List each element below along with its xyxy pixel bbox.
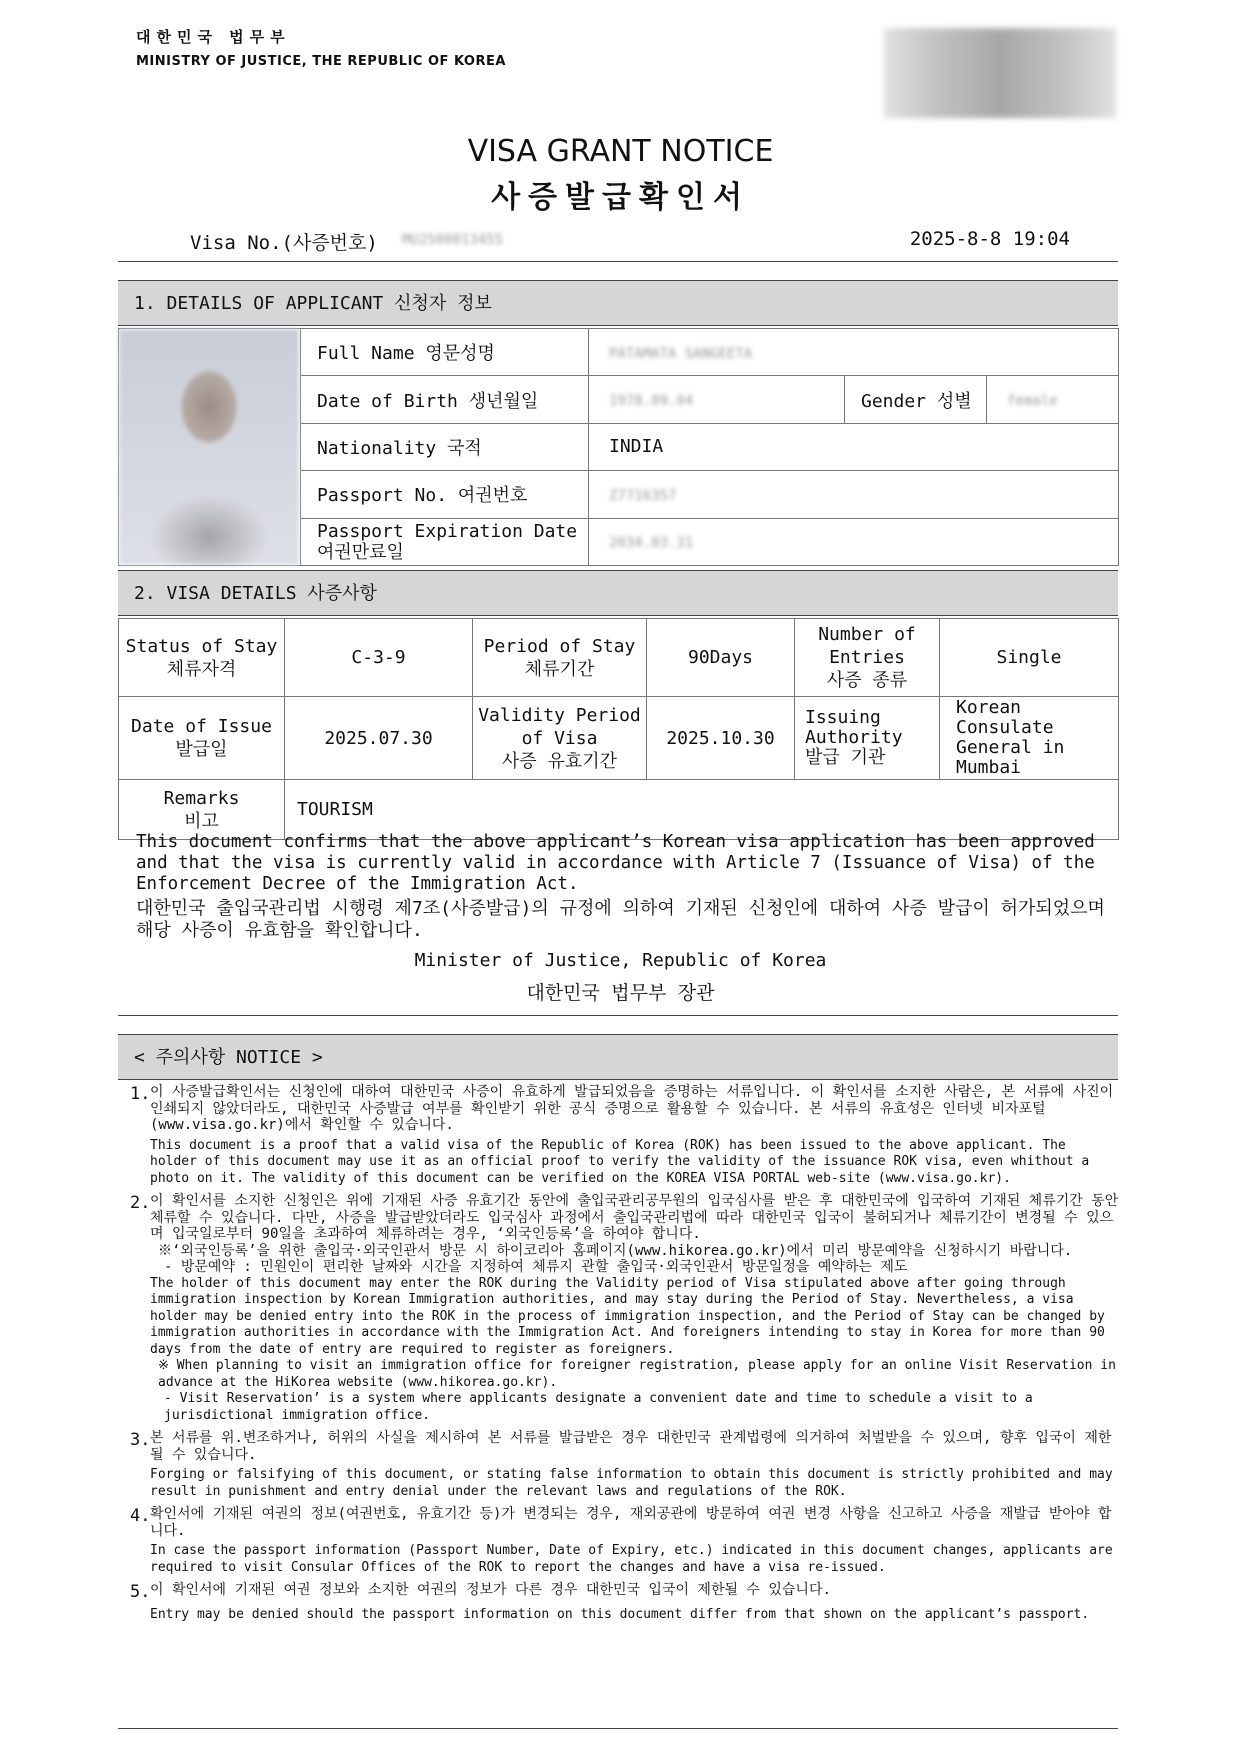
passport-number-value: Z7716357 (609, 487, 677, 504)
signer-en: Minister of Justice, Republic of Korea (414, 950, 827, 971)
validity-period-value: 2025.10.30 (647, 697, 795, 780)
status-of-stay-value: C-3-9 (285, 619, 473, 697)
applicant-details-table (118, 328, 1119, 566)
issue-datetime: 2025-8-8 19:04 (909, 228, 1070, 250)
full-name-label: Full Name 영문성명 (301, 329, 589, 376)
visa-number-label: Visa No.(사증번호) (190, 232, 378, 254)
notice-list (130, 1084, 1120, 1623)
remarks-label: Remarks 비고 (119, 780, 285, 840)
notice-heading: < 주의사항 NOTICE > (118, 1034, 1118, 1080)
nationality-label: Nationality 국적 (301, 423, 589, 470)
period-of-stay-label: Period of Stay 체류기간 (473, 619, 647, 697)
divider (118, 1728, 1118, 1729)
date-of-issue-label: Date of Issue 발급일 (119, 697, 285, 780)
notice-item-2: 2. 이 확인서를 소지한 신청인은 위에 기재된 사증 유효기간 동안에 출입국관리공무원의 입국심사를 받은 후 대한민국에 입국하여 기재된 체류기간 동안 체류할 수 있습니다. 다만, 사증을 발급받았더라도 입국심사 과정에서 출입국관리법에 따라 대한민국 입국이 불허되거나 체류기간이 변경될 수 있으며 입국일로부터 90일을 초과하여 체류하려는 경우, ‘외국인등록’을 하여야 합니다. ※‘외국인등록’을 위한 출입국·외국인관서 방문 시 하이코리아 홈페이지(www.hikorea.go.kr)에서 미리 방문예약을 신청하시기 바랍니다. - 방문예약 : 민원인이 편리한 날짜와 시간을 지정하여 체류지 관할 출입국·외국인관서 방문일정을 예약하는 제도 The holder of this document may enter the ROK during the Validity period of Visa stipulated above after going through immigration inspection by Korean Immigration authorities, and may stay during the Period of Stay. Nevertheless, a visa holder may be denied entry into the ROK in the process of immigration inspection, and the Period of Stay can be changed by immigration authorities in accordance with the Immigration Act. And foreigners intending to stay in Korea for more than 90 days from the date of entry are required to register as foreigners. ※ When planning to visit an immigration office for foreigner registration, please apply for an online Visit Reservation in advance at the HiKorea website (www.hikorea.go.kr). - Visit Reservation’ is a system where applicants designate a convenient date and time to schedule a visit to a jurisdictional immigration office. (130, 1193, 1119, 1423)
barcode-image (884, 28, 1116, 118)
dob-label: Date of Birth 생년월일 (301, 376, 589, 423)
confirmation-text-ko: 대한민국 출입국관리법 시행령 제7조(사증발급)의 규정에 의하여 기재된 신청인에 대하여 사증 발급이 허가되었으며 해당 사증이 유효함을 확인합니다. (136, 898, 1105, 941)
date-of-issue-value: 2025.07.30 (285, 697, 473, 780)
notice-item-5: 5. 이 확인서에 기재된 여권 정보와 소지한 여권의 정보가 다른 경우 대한민국 입국이 제한될 수 있습니다. Entry may be denied should the passport information on this document differ from that shown on the applicant’s passport. (130, 1582, 1090, 1622)
section-heading-applicant: 1. DETAILS OF APPLICANT 신청자 정보 (118, 280, 1118, 326)
status-of-stay-label: Status of Stay 체류자격 (119, 619, 285, 697)
number-of-entries-value: Single (940, 619, 1119, 697)
visa-details-table (118, 618, 1119, 840)
gender-label: Gender 성별 (845, 376, 987, 423)
period-of-stay-value: 90Days (647, 619, 795, 697)
passport-expiry-value: 2034.03.31 (609, 535, 694, 552)
document-title-en: VISA GRANT NOTICE (467, 134, 774, 169)
nationality-value: INDIA (589, 423, 1119, 470)
divider (118, 1015, 1118, 1016)
visa-number-value: MU2500013455 (402, 232, 504, 248)
notice-item-3: 3. 본 서류를 위.변조하거나, 허위의 사실을 제시하여 본 서류를 발급받은 경우 대한민국 관계법령에 의거하여 처벌받을 수 있으며, 향후 입국이 제한될 수 있습니다. Forging or falsifying of this document, or stating false information to obtain this document is strictly prohibited and may result in punishment and entry denial under the relevant laws and regulations of the ROK. (130, 1430, 1113, 1499)
notice-item-1: 1. 이 사증발급확인서는 신청인에 대하여 대한민국 사증이 유효하게 발급되었음을 증명하는 서류입니다. 이 확인서를 소지한 사람은, 본 서류에 사진이 인쇄되지 않았더라도, 대한민국 사증발급 여부를 확인받기 위한 공식 증명으로 활용할 수 있습니다. 본 서류의 유효성은 인터넷 비자포털(www.visa.go.kr)에서 확인할 수 있습니다. This document is a proof that a valid visa of the Republic of Korea (ROK) has been issued to the above applicant. The holder of this document may use it as an official proof to verify the validity of the issuance ROK visa, even whithout a photo on it. The validity of this document can be verified on the KOREA VISA PORTAL web-site (www.visa.go.kr). (130, 1084, 1114, 1186)
confirmation-text-en: This document confirms that the above applicant’s Korean visa application has been approved and that the visa is currently valid in accordance with Article 7 (Issuance of Visa) of the Enforcement Decree of the Immigration Act. (136, 832, 1095, 894)
number-of-entries-label: Number of Entries 사증 종류 (795, 619, 940, 697)
full-name-value: PATAMATA SANGEETA (609, 345, 753, 362)
ministry-name-ko: 대한민국 법무부 (136, 28, 291, 46)
passport-number-label: Passport No. 여권번호 (301, 471, 589, 518)
ministry-name-en: MINISTRY OF JUSTICE, THE REPUBLIC OF KOREA (136, 54, 506, 69)
passport-expiry-label: Passport Expiration Date 여권만료일 (301, 518, 589, 565)
validity-period-label: Validity Period of Visa 사증 유효기간 (473, 697, 647, 780)
remarks-value: TOURISM (285, 780, 1119, 840)
gender-value: female (1007, 393, 1058, 410)
notice-item-4: 4. 확인서에 기재된 여권의 정보(여권번호, 유효기간 등)가 변경되는 경우, 재외공관에 방문하여 여권 변경 사항을 신고하고 사증을 재발급 받아야 합니다. In case the passport information (Passport Number, Date of Expiry, etc.) indicated in this document changes, applicants are required to visit Consular Offices of the ROK to report the changes and have a visa re-issued. (130, 1506, 1113, 1575)
section-heading-visa: 2. VISA DETAILS 사증사항 (118, 570, 1118, 616)
document-title-ko: 사증발급확인서 (491, 180, 750, 215)
applicant-photo (119, 329, 301, 566)
issuing-authority-value: Korean Consulate General in Mumbai (940, 697, 1119, 780)
signer-ko: 대한민국 법무부 장관 (526, 982, 715, 1004)
issuing-authority-label: Issuing Authority 발급 기관 (795, 697, 940, 780)
divider (118, 261, 1118, 262)
dob-value: 1978.09.04 (609, 393, 694, 410)
